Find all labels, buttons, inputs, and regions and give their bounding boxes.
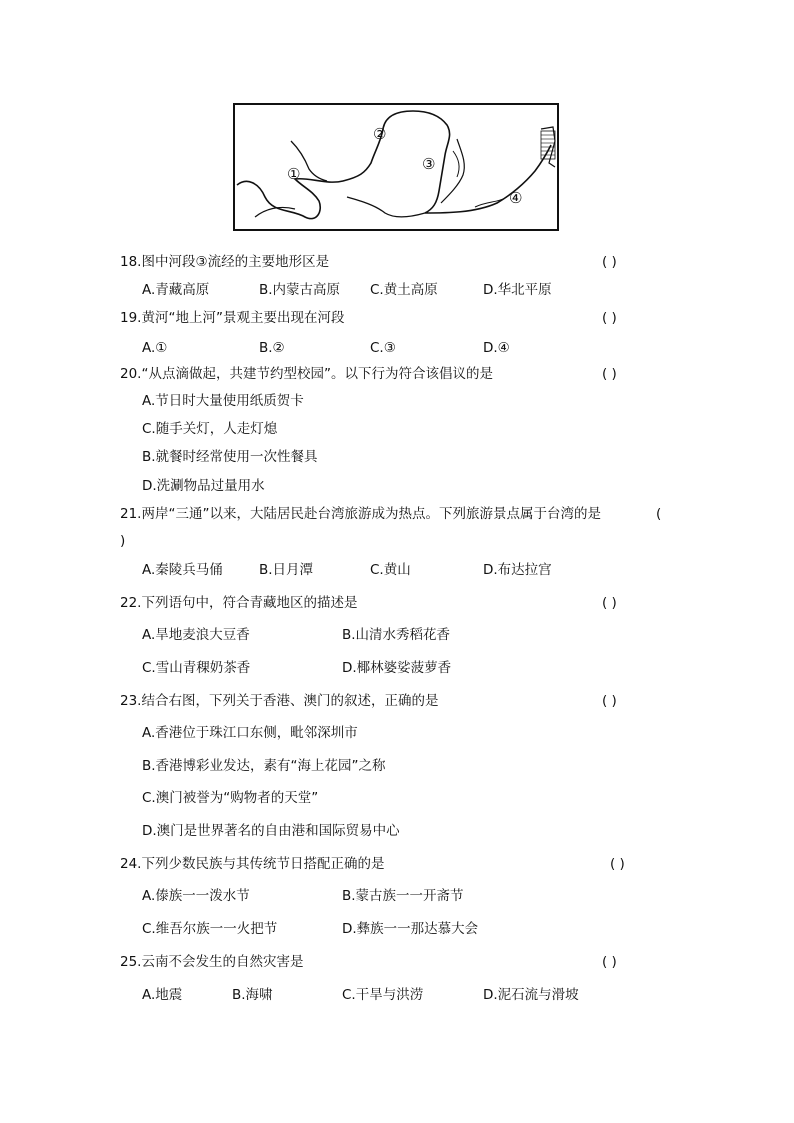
tributary-north [453, 151, 459, 177]
map-marker-3: ③ [422, 155, 436, 173]
question-19-stem: 19.黄河“地上河”景观主要出现在河段 [120, 310, 345, 326]
question-20-option-d[interactable]: D.洗涮物品过量用水 [142, 478, 265, 494]
question-19-option-b[interactable]: B.② [259, 340, 285, 356]
question-20-answer-paren[interactable]: ( ) [602, 366, 617, 382]
question-23-stem: 23.结合右图，下列关于香港、澳门的叙述，正确的是 [120, 693, 439, 709]
question-19-option-a[interactable]: A.① [142, 340, 168, 356]
map-marker-1: ① [287, 165, 301, 183]
question-25-option-c[interactable]: C.干旱与洪涝 [342, 987, 424, 1003]
question-18-option-a[interactable]: A.青藏高原 [142, 282, 210, 298]
question-19-option-c[interactable]: C.③ [370, 340, 396, 356]
question-20-stem: 20.“从点滴做起，共建节约型校园”。以下行为符合该倡议的是 [120, 366, 493, 382]
question-21-option-d[interactable]: D.布达拉宫 [483, 562, 552, 578]
question-18-option-b[interactable]: B.内蒙古高原 [259, 282, 341, 298]
question-19-answer-paren[interactable]: ( ) [602, 310, 617, 326]
question-22-answer-paren[interactable]: ( ) [602, 595, 617, 611]
question-18-answer-paren[interactable]: ( ) [602, 254, 617, 270]
question-22-option-a[interactable]: A.旱地麦浪大豆香 [142, 627, 250, 643]
question-23-option-d[interactable]: D.澳门是世界著名的自由港和国际贸易中心 [142, 823, 400, 839]
question-22-option-b[interactable]: B.山清水秀稻花香 [342, 627, 451, 643]
question-22-option-c[interactable]: C.雪山青稞奶茶香 [142, 660, 251, 676]
question-22-stem: 22.下列语句中，符合青藏地区的描述是 [120, 595, 358, 611]
question-20-option-c[interactable]: C.随手关灯，人走灯熄 [142, 421, 278, 437]
yellow-river-main-course [237, 111, 551, 219]
question-24-stem: 24.下列少数民族与其传统节日搭配正确的是 [120, 856, 385, 872]
yellow-river-map [233, 103, 559, 231]
question-25-option-d[interactable]: D.泥石流与滑坡 [483, 987, 579, 1003]
question-24-option-b[interactable]: B.蒙古族一一开斋节 [342, 888, 464, 904]
question-18-option-d[interactable]: D.华北平原 [483, 282, 552, 298]
question-21-option-c[interactable]: C.黄山 [370, 562, 411, 578]
question-25-stem: 25.云南不会发生的自然灾害是 [120, 954, 304, 970]
question-22-option-d[interactable]: D.椰林婆娑菠萝香 [342, 660, 452, 676]
question-23-option-c[interactable]: C.澳门被誉为“购物者的天堂” [142, 790, 319, 806]
question-24-option-d[interactable]: D.彝族一一那达慕大会 [342, 921, 479, 937]
question-24-option-a[interactable]: A.傣族一一泼水节 [142, 888, 250, 904]
question-21-option-a[interactable]: A.秦陵兵马俑 [142, 562, 223, 578]
question-23-answer-paren[interactable]: ( ) [602, 693, 617, 709]
question-20-option-a[interactable]: A.节日时大量使用纸质贺卡 [142, 393, 304, 409]
map-marker-4: ④ [509, 189, 523, 207]
question-21-paren-close: ) [120, 533, 126, 549]
question-20-option-b[interactable]: B.就餐时经常使用一次性餐具 [142, 449, 318, 465]
question-21-stem: 21.两岸“三通”以来，大陆居民赴台湾旅游成为热点。下列旅游景点属于台湾的是 [120, 506, 601, 522]
question-21-option-b[interactable]: B.日月潭 [259, 562, 314, 578]
question-25-option-a[interactable]: A.地震 [142, 987, 183, 1003]
tributary-fen [441, 139, 464, 203]
question-18-stem: 18.图中河段③流经的主要地形区是 [120, 254, 330, 270]
map-marker-2: ② [373, 125, 387, 143]
yellow-river-map-drawing [235, 105, 557, 229]
question-19-option-d[interactable]: D.④ [483, 340, 510, 356]
tributary-wei [347, 197, 425, 217]
question-23-option-a[interactable]: A.香港位于珠江口东侧，毗邻深圳市 [142, 725, 358, 741]
question-25-option-b[interactable]: B.海啸 [232, 987, 273, 1003]
question-18-option-c[interactable]: C.黄土高原 [370, 282, 438, 298]
question-24-answer-paren[interactable]: ( ) [610, 856, 625, 872]
question-25-answer-paren[interactable]: ( ) [602, 954, 617, 970]
question-21-paren-open[interactable]: ( [656, 506, 662, 522]
question-23-option-b[interactable]: B.香港博彩业发达，素有“海上花园”之称 [142, 758, 386, 774]
question-24-option-c[interactable]: C.维吾尔族一一火把节 [142, 921, 278, 937]
